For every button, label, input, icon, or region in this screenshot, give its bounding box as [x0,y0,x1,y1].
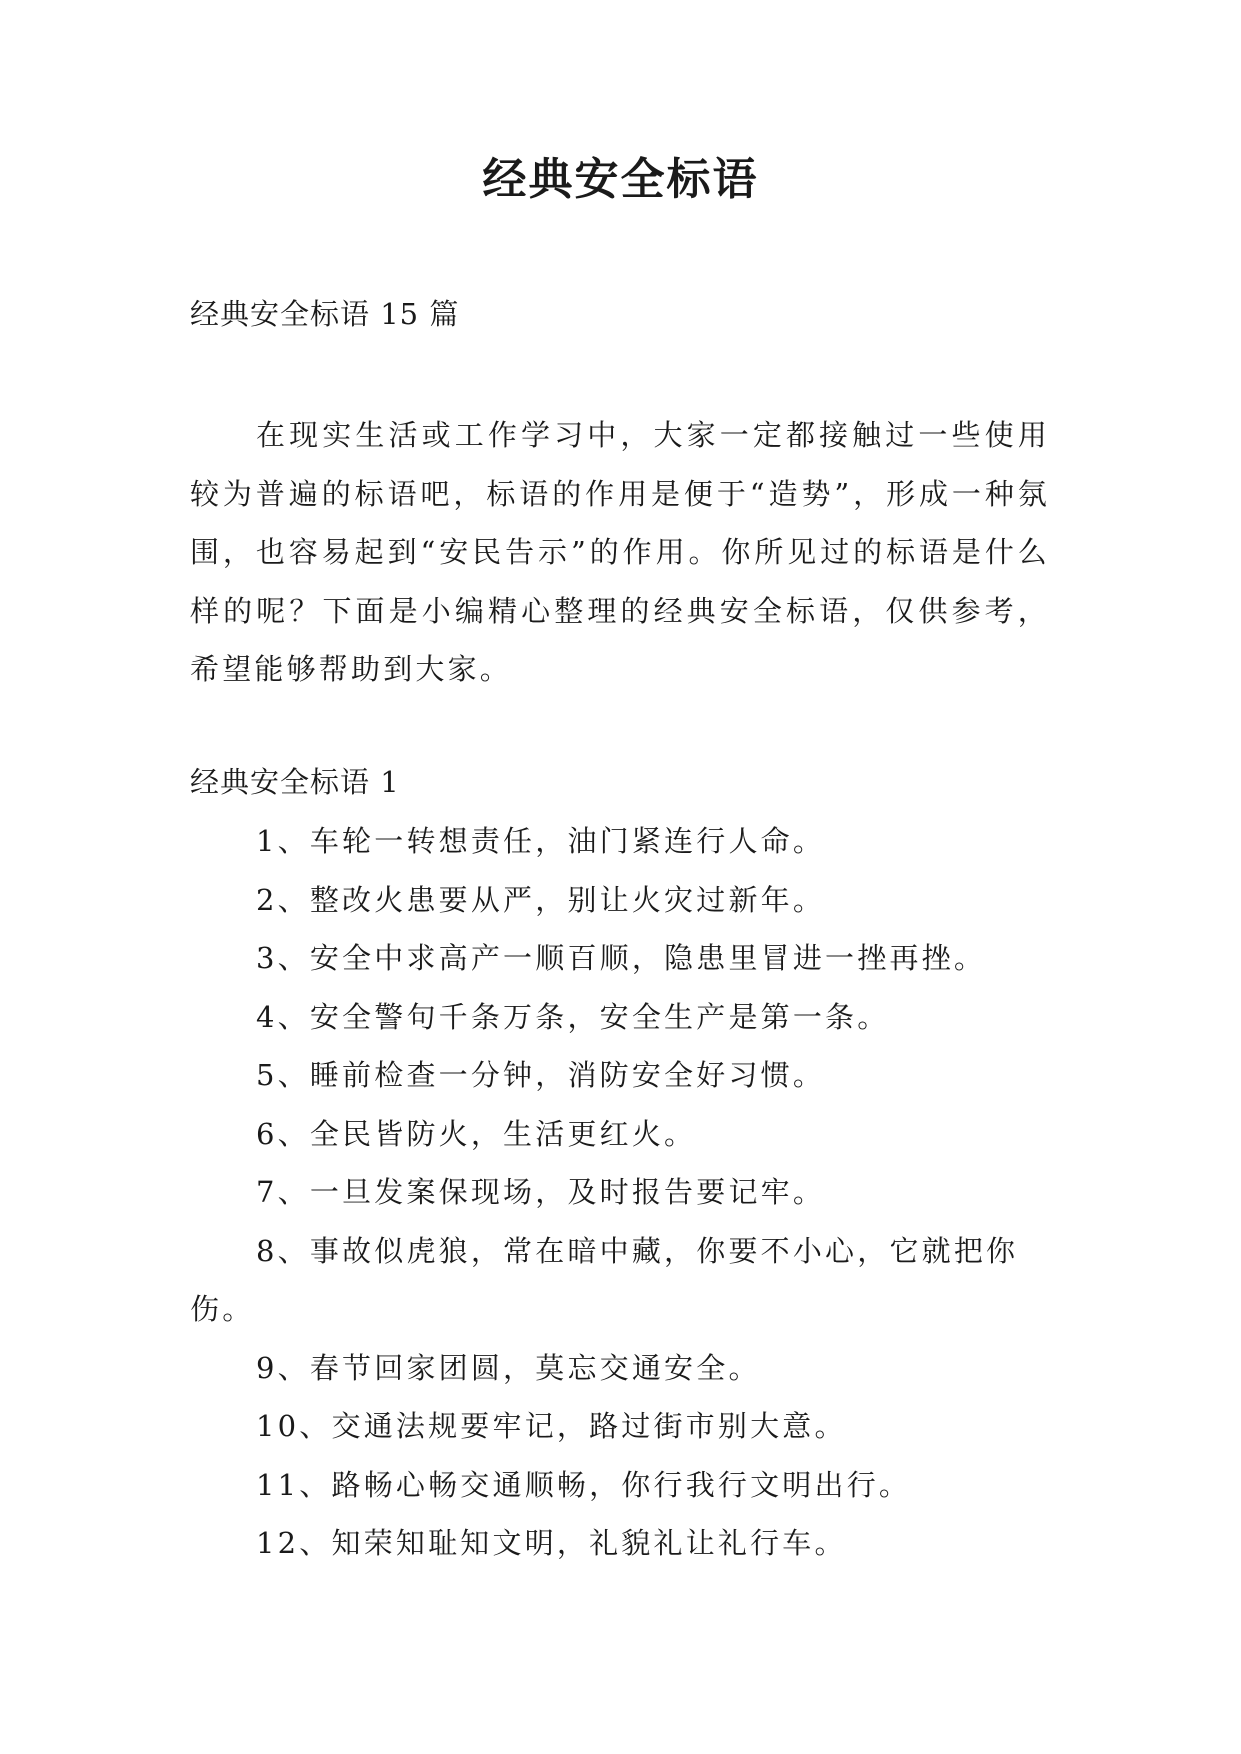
slogan-item: 3、安全中求高产一顺百顺，隐患里冒进一挫再挫。 [256,941,987,975]
slogan-item: 1、车轮一转想责任，油门紧连行人命。 [256,824,826,858]
slogan-item: 6、全民皆防火，生活更红火。 [256,1116,697,1151]
slogan-list [190,812,1050,1573]
slogan-item: 8、事故似虎狼，常在暗中藏，你要不小心，它就把你伤。 [190,1233,1019,1326]
slogan-item: 9、春节回家团圆，莫忘交通安全。 [256,1350,761,1385]
slogan-item: 12、知荣知耻知文明，礼貌礼让礼行车。 [256,1526,847,1560]
section-heading: 经典安全标语 1 [190,765,400,799]
document-subtitle: 经典安全标语 15 篇 [190,297,460,331]
slogan-item: 5、睡前检查一分钟，消防安全好习惯。 [256,1058,826,1092]
slogan-item: 2、整改火患要从严，别让火灾过新年。 [256,882,826,917]
slogan-item: 7、一旦发案保现场，及时报告要记牢。 [256,1175,826,1209]
document-title: 经典安全标语 [482,154,759,205]
slogan-item: 4、安全警句千条万条，安全生产是第一条。 [256,999,890,1034]
intro-paragraph: 在现实生活或工作学习中，大家一定都接触过一些使用较为普遍的标语吧，标语的作用是便于“造势”，形成一种氛围，也容易起到“安民告示”的作用。你所见过的标语是什么样的呢？下面是小编精心整理的经典安全标语，仅供参考，希望能够帮助到大家。 [190,418,1050,686]
slogan-item: 10、交通法规要牢记，路过街市别大意。 [256,1409,847,1443]
slogan-item: 11、路畅心畅交通顺畅，你行我行文明出行。 [256,1467,912,1502]
